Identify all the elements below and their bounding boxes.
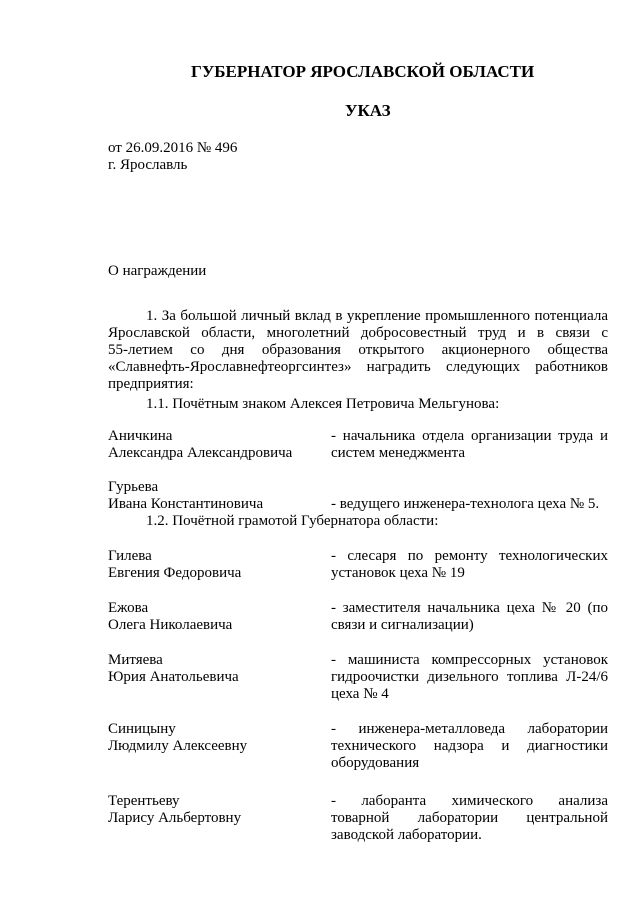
awardee-surname: Гурьева bbox=[108, 479, 159, 495]
paragraph-1-line: 55-летием со дня образования открытого акционерного общества bbox=[108, 342, 608, 358]
paragraph-1-line: предприятия: bbox=[108, 376, 194, 392]
document-type-heading: УКАЗ bbox=[345, 101, 391, 120]
paragraph-1-line: «Славнефть-Ярославнефтеоргсинтез» наградить следующих работников bbox=[108, 359, 608, 375]
awardee-role-line: цеха № 4 bbox=[331, 686, 389, 702]
awardee-name bbox=[108, 652, 318, 686]
awardee-name bbox=[108, 548, 318, 582]
awardee-role bbox=[331, 600, 608, 634]
awardee-given-name: Ивана Константиновича bbox=[108, 496, 264, 512]
awardee-role-line: установок цеха № 19 bbox=[331, 565, 465, 581]
awardee-surname: Гилева bbox=[108, 548, 152, 564]
awardee-name bbox=[108, 600, 318, 634]
awardee-role bbox=[331, 428, 608, 462]
awardee-role-line: товарной лаборатории центральной bbox=[331, 810, 608, 826]
document-date-number: от 26.09.2016 № 496 bbox=[108, 140, 238, 156]
awardee-role-line: заводской лаборатории. bbox=[331, 827, 482, 843]
awardee-given-name: Евгения Федоровича bbox=[108, 565, 242, 581]
awardee-role-line: - машиниста компрессорных установок bbox=[331, 652, 608, 668]
awardee-surname: Терентьеву bbox=[108, 793, 180, 809]
awardee-role-line: - заместителя начальника цеха № 20 (по bbox=[331, 600, 608, 616]
awardee-surname: Синицыну bbox=[108, 721, 176, 737]
awardee-role bbox=[331, 652, 608, 703]
awardee-role-line: оборудования bbox=[331, 755, 420, 771]
document-organization-heading: ГУБЕРНАТОР ЯРОСЛАВСКОЙ ОБЛАСТИ bbox=[191, 62, 535, 81]
paragraph-1-line: Ярославской области, многолетний добросовестный труд и в связи с bbox=[108, 325, 608, 341]
document-subject: О награждении bbox=[108, 263, 207, 279]
awardee-role-line: технического надзора и диагностики bbox=[331, 738, 608, 754]
awardee-name bbox=[108, 479, 318, 513]
awardee-role-line: гидроочистки дизельного топлива Л-24/6 bbox=[331, 669, 608, 685]
awardee-role-line: - лаборанта химического анализа bbox=[331, 793, 608, 809]
awardee-role bbox=[331, 496, 608, 513]
awardee-role bbox=[331, 793, 608, 844]
awardee-given-name: Олега Николаевича bbox=[108, 617, 233, 633]
awardee-given-name: Александра Александровича bbox=[108, 445, 293, 461]
awardee-role-line: - инженера-металловеда лаборатории bbox=[331, 721, 608, 737]
awardee-surname: Ежова bbox=[108, 600, 149, 616]
awardee-name bbox=[108, 428, 318, 462]
section-1-1-heading: 1.1. Почётным знаком Алексея Петровича Мельгунова: bbox=[146, 396, 500, 412]
awardee-given-name: Людмилу Алексеевну bbox=[108, 738, 248, 754]
awardee-given-name: Юрия Анатольевича bbox=[108, 669, 239, 685]
paragraph-1 bbox=[108, 308, 608, 393]
section-1-2-heading: 1.2. Почётной грамотой Губернатора области: bbox=[146, 513, 439, 529]
paragraph-1-line: 1. За большой личный вклад в укрепление промышленного потенциала bbox=[146, 308, 608, 324]
awardee-surname: Митяева bbox=[108, 652, 163, 668]
awardee-role-line: - слесаря по ремонту технологических bbox=[331, 548, 608, 564]
awardee-role bbox=[331, 721, 608, 772]
awardee-name bbox=[108, 721, 318, 755]
awardee-role-line: - начальника отдела организации труда и bbox=[331, 428, 608, 444]
awardee-given-name: Ларису Альбертовну bbox=[108, 810, 242, 826]
awardee-name bbox=[108, 793, 318, 827]
awardee-surname: Аничкина bbox=[108, 428, 173, 444]
awardee-role-line: систем менеджмента bbox=[331, 445, 466, 461]
document-city: г. Ярославль bbox=[108, 157, 188, 173]
awardee-role-line: - ведущего инженера-технолога цеха № 5. bbox=[331, 496, 600, 512]
awardee-role-line: связи и сигнализации) bbox=[331, 617, 474, 633]
awardee-role bbox=[331, 548, 608, 582]
